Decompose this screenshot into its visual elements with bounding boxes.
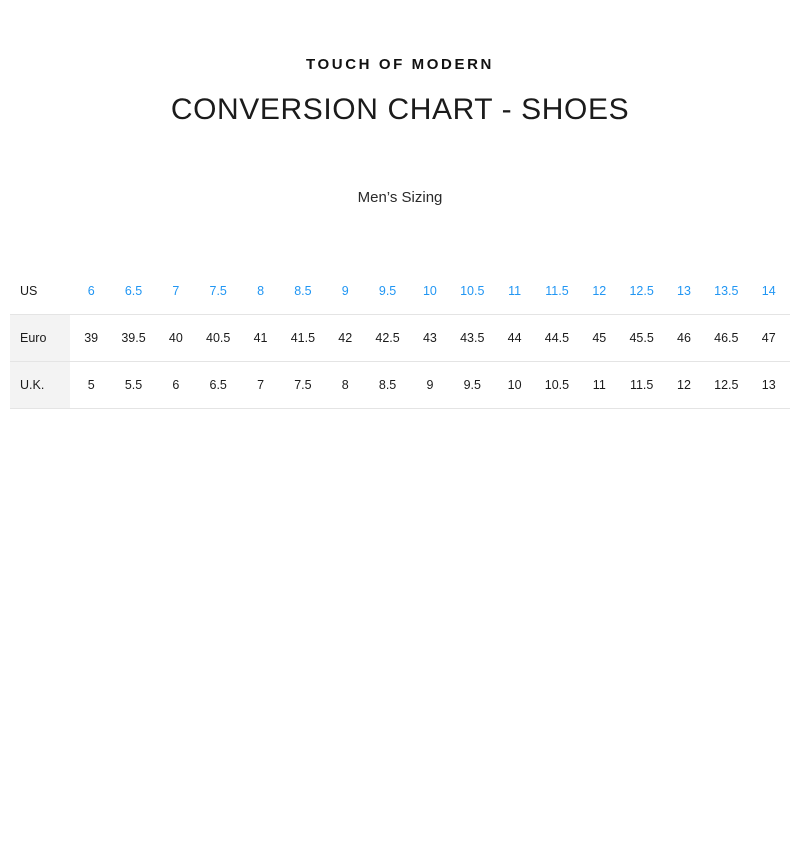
cell-us-1: 6.5 (124, 284, 143, 298)
row-header-us: US (10, 268, 70, 315)
cell-euro-12: 45 (578, 315, 620, 362)
cell-u-k--0: 5 (70, 362, 112, 409)
cell-u-k--8: 9 (409, 362, 451, 409)
row-header-euro: Euro (10, 315, 70, 362)
table-row (10, 268, 790, 315)
cell-us-8: 10 (422, 284, 437, 298)
cell-euro-0: 39 (70, 315, 112, 362)
size-conversion-table (10, 268, 790, 409)
table-row (10, 362, 790, 409)
cell-us-9: 10.5 (460, 284, 485, 298)
cell-us-15: 13.5 (714, 284, 739, 298)
cell-us-4: 8 (257, 284, 265, 298)
cell-us-2: 7 (172, 284, 180, 298)
cell-euro-7: 42.5 (366, 315, 408, 362)
cell-us-3: 7.5 (209, 284, 227, 298)
cell-euro-8: 43 (409, 315, 451, 362)
cell-u-k--6: 8 (324, 362, 366, 409)
cell-us-0: 6 (87, 284, 95, 298)
cell-us-16: 14 (761, 284, 776, 298)
cell-us-10: 11 (508, 284, 522, 298)
cell-euro-6: 42 (324, 315, 366, 362)
cell-u-k--5: 7.5 (282, 362, 324, 409)
cell-euro-3: 40.5 (197, 315, 239, 362)
cell-u-k--14: 12 (663, 362, 705, 409)
page-title: CONVERSION CHART - SHOES (170, 93, 630, 126)
cell-u-k--3: 6.5 (197, 362, 239, 409)
cell-u-k--12: 11 (578, 362, 620, 409)
cell-u-k--4: 7 (239, 362, 281, 409)
cell-u-k--9: 9.5 (451, 362, 493, 409)
cell-euro-10: 44 (493, 315, 535, 362)
conversion-chart-page (0, 56, 800, 856)
cell-euro-16: 47 (748, 315, 791, 362)
cell-euro-15: 46.5 (705, 315, 747, 362)
chart-subtitle: Men’s Sizing (357, 189, 443, 206)
table-body (10, 268, 790, 409)
cell-euro-13: 45.5 (620, 315, 662, 362)
cell-euro-5: 41.5 (282, 315, 324, 362)
brand-wordmark: TOUCH OF MODERN (306, 56, 494, 73)
cell-u-k--16: 13 (748, 362, 791, 409)
cell-us-13: 12.5 (629, 284, 654, 298)
size-table-container (0, 268, 800, 409)
cell-u-k--7: 8.5 (366, 362, 408, 409)
cell-us-5: 8.5 (294, 284, 312, 298)
cell-us-12: 12 (592, 284, 607, 298)
cell-euro-11: 44.5 (536, 315, 578, 362)
cell-euro-14: 46 (663, 315, 705, 362)
cell-u-k--11: 10.5 (536, 362, 578, 409)
cell-us-6: 9 (341, 284, 349, 298)
cell-us-14: 13 (677, 284, 691, 298)
cell-euro-9: 43.5 (451, 315, 493, 362)
cell-u-k--1: 5.5 (112, 362, 154, 409)
cell-euro-2: 40 (155, 315, 197, 362)
cell-u-k--2: 6 (155, 362, 197, 409)
cell-euro-4: 41 (239, 315, 281, 362)
cell-us-11: 11.5 (545, 284, 569, 298)
cell-us-7: 9.5 (378, 284, 397, 298)
cell-u-k--15: 12.5 (705, 362, 747, 409)
row-header-u-k-: U.K. (10, 362, 70, 409)
cell-u-k--13: 11.5 (620, 362, 662, 409)
cell-euro-1: 39.5 (112, 315, 154, 362)
cell-u-k--10: 10 (493, 362, 535, 409)
table-row (10, 315, 790, 362)
